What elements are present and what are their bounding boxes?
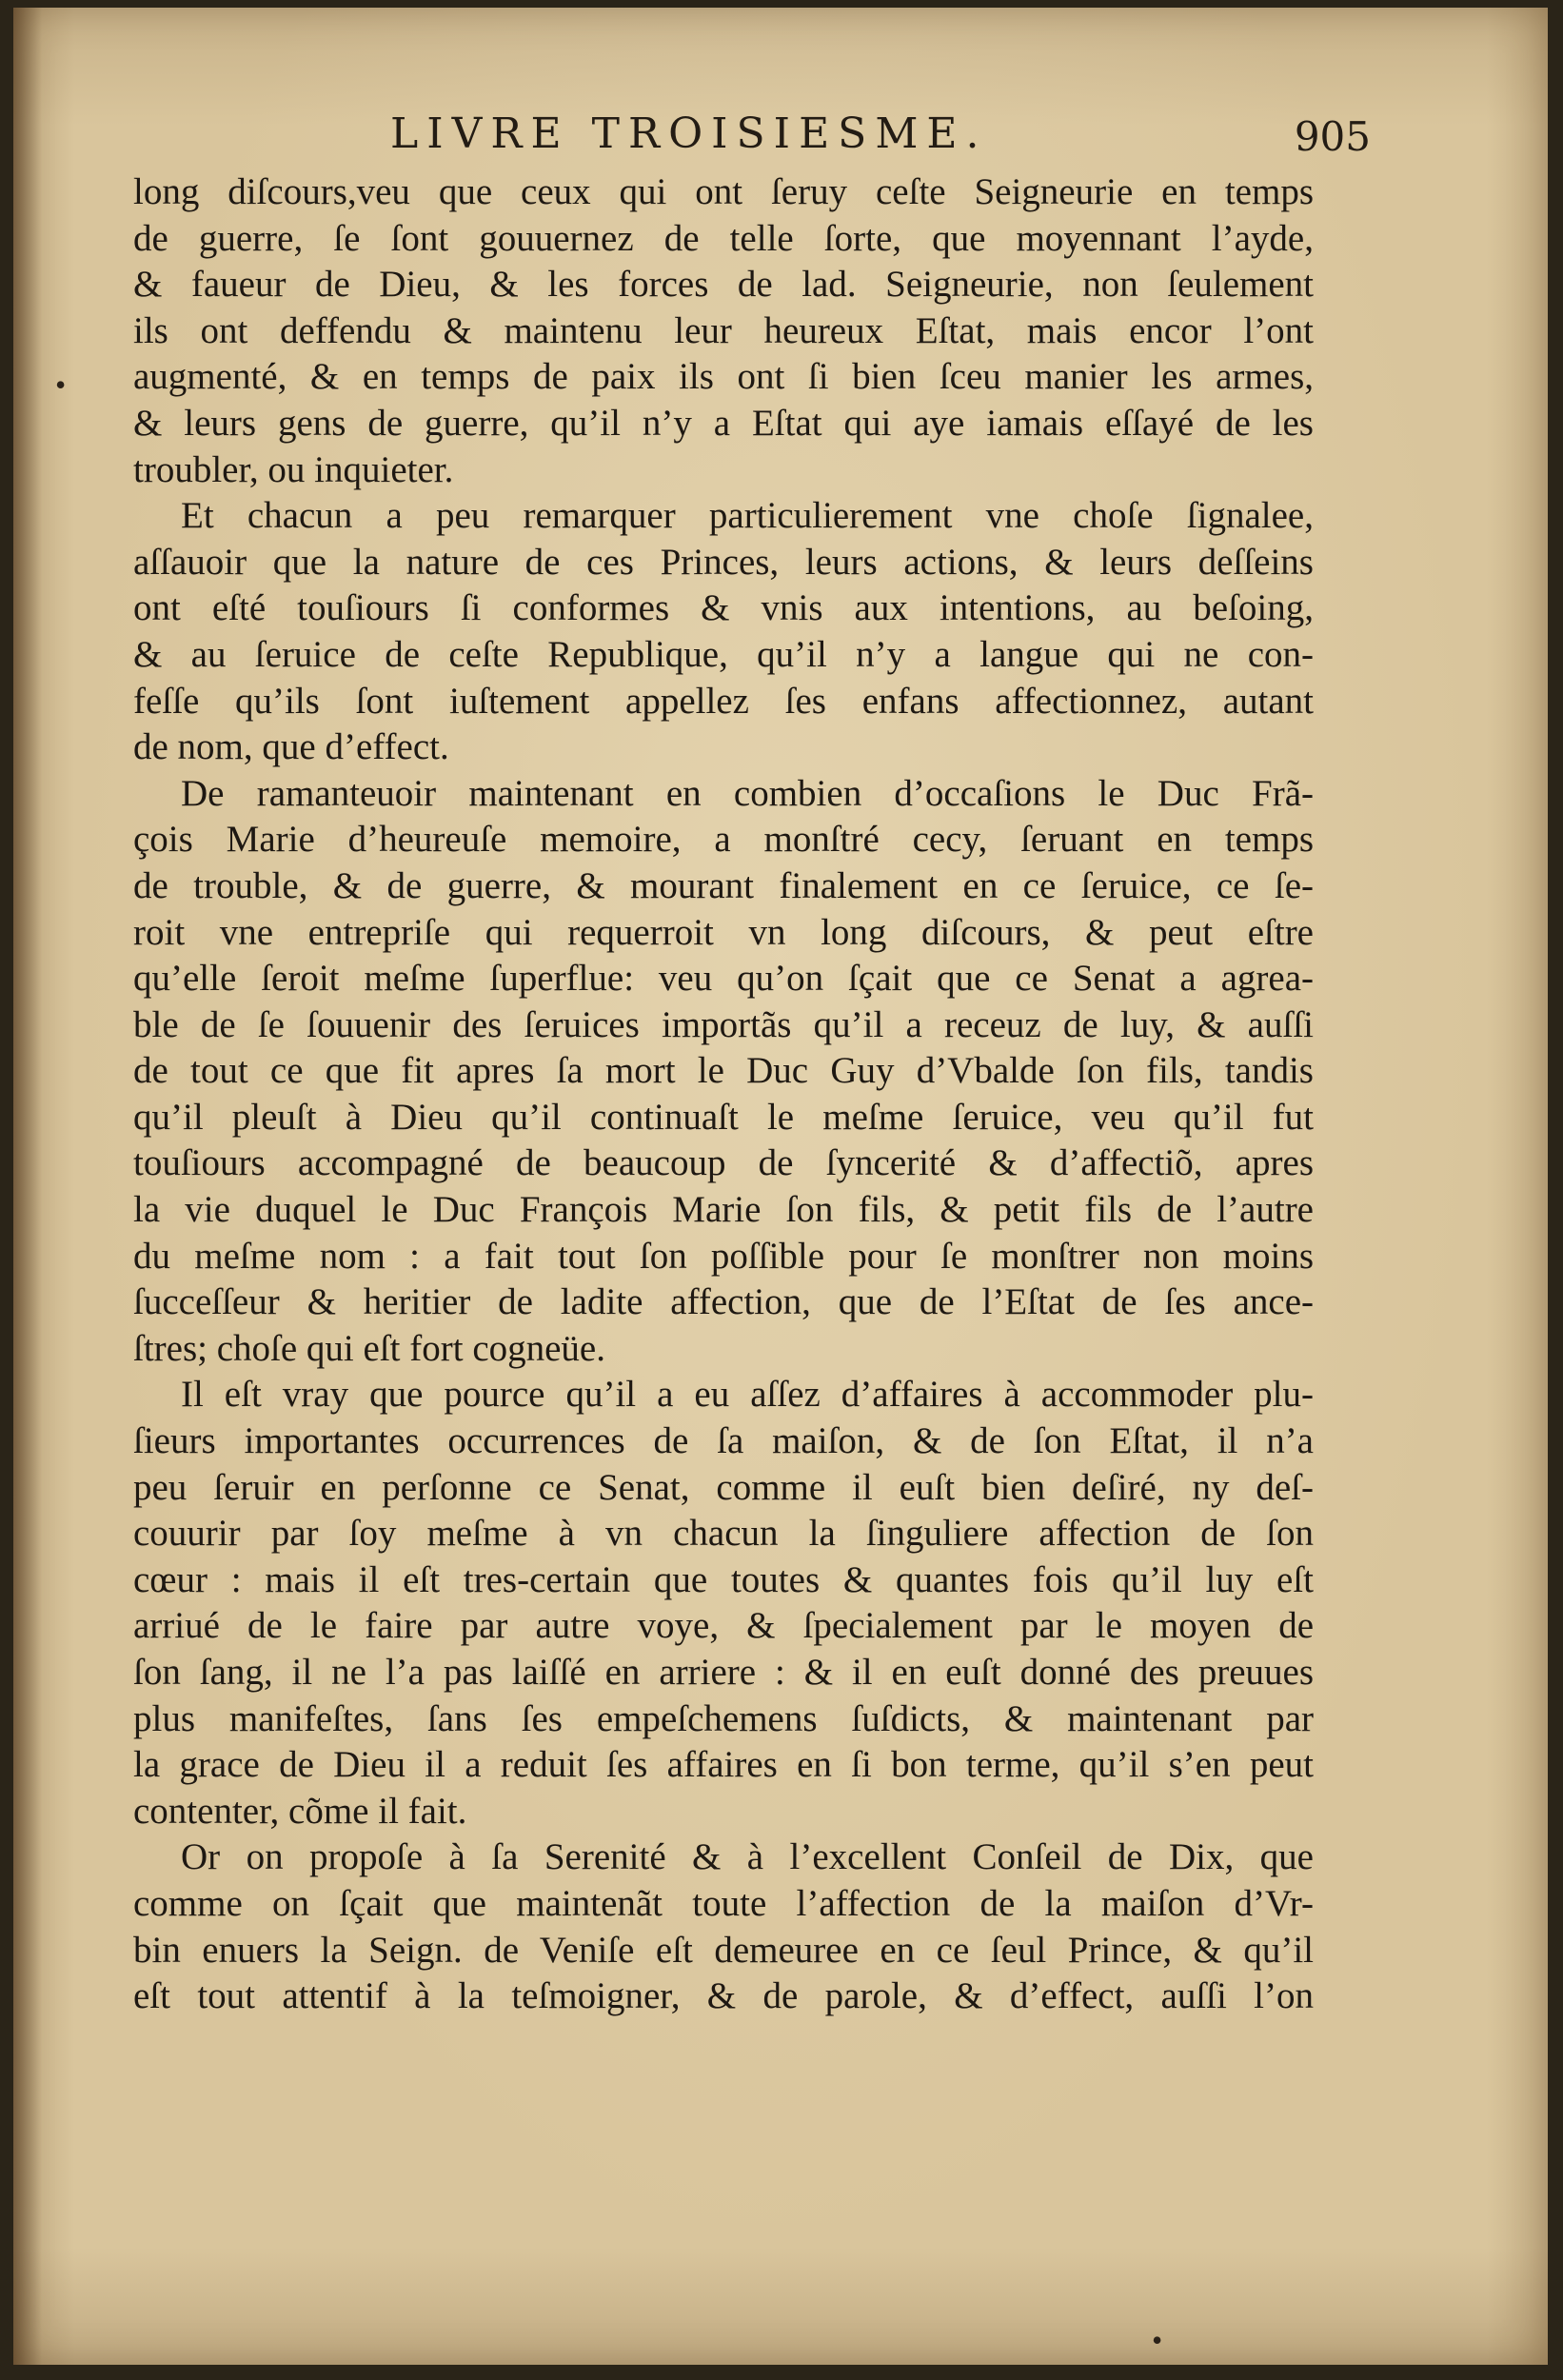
running-title: LIVRE TROISIESME. — [390, 109, 988, 158]
paragraph-first-line: De ramanteuoir maintenant en combien d’occaſions le Duc Frã- — [181, 772, 1314, 814]
text-line: plus manifeſtes, ſans ſes empeſchemens ſuſdicts, & maintenant par — [133, 1697, 1314, 1739]
text-line: ſon ſang, il ne l’a pas laiſſé en arriere : & il en euſt donné des preuues — [133, 1652, 1314, 1693]
page-spine-shadow — [13, 8, 42, 2365]
text-line: feſſe qu’ils ſont iuſtement appellez ſes enfans affectionnez, autant — [133, 680, 1314, 722]
paragraph-first-line: Il eſt vray que pource qu’il a eu aſſez d’affaires à accommoder plu- — [181, 1374, 1314, 1416]
text-line: ble de ſe ſouuenir des ſeruices importãs qu’il a receuz de luy, & auſſi — [133, 1003, 1314, 1045]
text-line: touſiours accompagné de beaucoup de ſyncerité & d’affectiõ, apres — [133, 1142, 1314, 1184]
text-line: ont eſté touſiours ſi conformes & vnis aux intentions, au beſoing, — [133, 587, 1314, 629]
paragraph-first-line: Or on propoſe à ſa Serenité & à l’excellent Conſeil de Dix, que — [181, 1836, 1314, 1878]
text-line: de nom, que d’effect. — [133, 726, 449, 768]
margin-mark: • — [55, 367, 67, 402]
text-line: ſucceſſeur & heritier de ladite affection, que de l’Eſtat de ſes ance- — [133, 1281, 1314, 1323]
text-line: la vie duquel le Duc François Marie ſon fils, & petit fils de l’autre — [133, 1189, 1314, 1231]
paragraph-first-line: Et chacun a peu remarquer particulierement vne choſe ſignalee, — [181, 495, 1314, 537]
text-line: eſt tout attentif à la teſmoigner, & de parole, & d’effect, auſſi l’on — [133, 1975, 1314, 2017]
text-line: & faueur de Dieu, & les forces de lad. Seigneurie, non ſeulement — [133, 264, 1314, 306]
text-line: ils ont deffendu & maintenu leur heureux Eſtat, mais encor l’ont — [133, 309, 1314, 351]
bottom-mark: • — [1152, 2323, 1163, 2357]
text-line: ſtres; choſe qui eſt fort cogneüe. — [133, 1327, 605, 1369]
text-line: long diſcours,veu que ceux qui ont ſeruy ceſte Seigneurie en temps — [133, 171, 1314, 212]
text-line: ſieurs importantes occurrences de ſa maiſon, & de ſon Eſtat, il n’a — [133, 1420, 1314, 1462]
text-line: çois Marie d’heureuſe memoire, a monſtré cecy, ſeruant en temps — [133, 819, 1314, 861]
text-line: peu ſeruir en perſonne ce Senat, comme il euſt bien deſiré, ny deſ- — [133, 1466, 1314, 1508]
running-head — [124, 109, 1371, 167]
text-line: de guerre, ſe ſont gouuernez de telle ſorte, que moyennant l’ayde, — [133, 217, 1314, 259]
text-line: bin enuers la Seign. de Veniſe eſt demeuree en ce ſeul Prince, & qu’il — [133, 1929, 1314, 1971]
text-line: qu’elle ſeroit meſme ſuperflue: veu qu’on ſçait que ce Senat a agrea- — [133, 958, 1314, 1000]
text-line: augmenté, & en temps de paix ils ont ſi bien ſceu manier les armes, — [133, 356, 1314, 398]
text-line: de trouble, & de guerre, & mourant finalement en ce ſeruice, ce ſe- — [133, 864, 1314, 906]
page-number: 905 — [1294, 113, 1371, 160]
text-line: qu’il pleuſt à Dieu qu’il continuaſt le meſme ſeruice, veu qu’il fut — [133, 1096, 1314, 1138]
text-line: troubler, ou inquieter. — [133, 448, 454, 490]
text-line: & au ſeruice de ceſte Republique, qu’il n’y a langue qui ne con- — [133, 633, 1314, 675]
text-line: couurir par ſoy meſme à vn chacun la ſinguliere affection de ſon — [133, 1513, 1314, 1555]
text-line: contenter, cõme il fait. — [133, 1790, 467, 1832]
text-line: de tout ce que fit apres ſa mort le Duc Guy d’Vbalde ſon fils, tandis — [133, 1050, 1314, 1092]
text-line: cœur : mais il eſt tres-certain que toutes & quantes fois qu’il luy eſt — [133, 1558, 1314, 1600]
text-line: & leurs gens de guerre, qu’il n’y a Eſtat qui aye iamais eſſayé de les — [133, 402, 1314, 444]
text-line: arriué de le faire par autre voye, & ſpecialement par le moyen de — [133, 1605, 1314, 1647]
body-text — [133, 169, 1314, 2020]
text-line: aſſauoir que la nature de ces Princes, leurs actions, & leurs deſſeins — [133, 541, 1314, 583]
text-line: la grace de Dieu il a reduit ſes affaires en ſi bon terme, qu’il s’en peut — [133, 1744, 1314, 1786]
text-line: comme on ſçait que maintenãt toute l’affection de la maiſon d’Vr- — [133, 1882, 1314, 1924]
text-line: roit vne entrepriſe qui requerroit vn long diſcours, & peut eſtre — [133, 911, 1314, 953]
text-line: du meſme nom : a fait tout ſon poſſible pour ſe monſtrer non moins — [133, 1235, 1314, 1277]
